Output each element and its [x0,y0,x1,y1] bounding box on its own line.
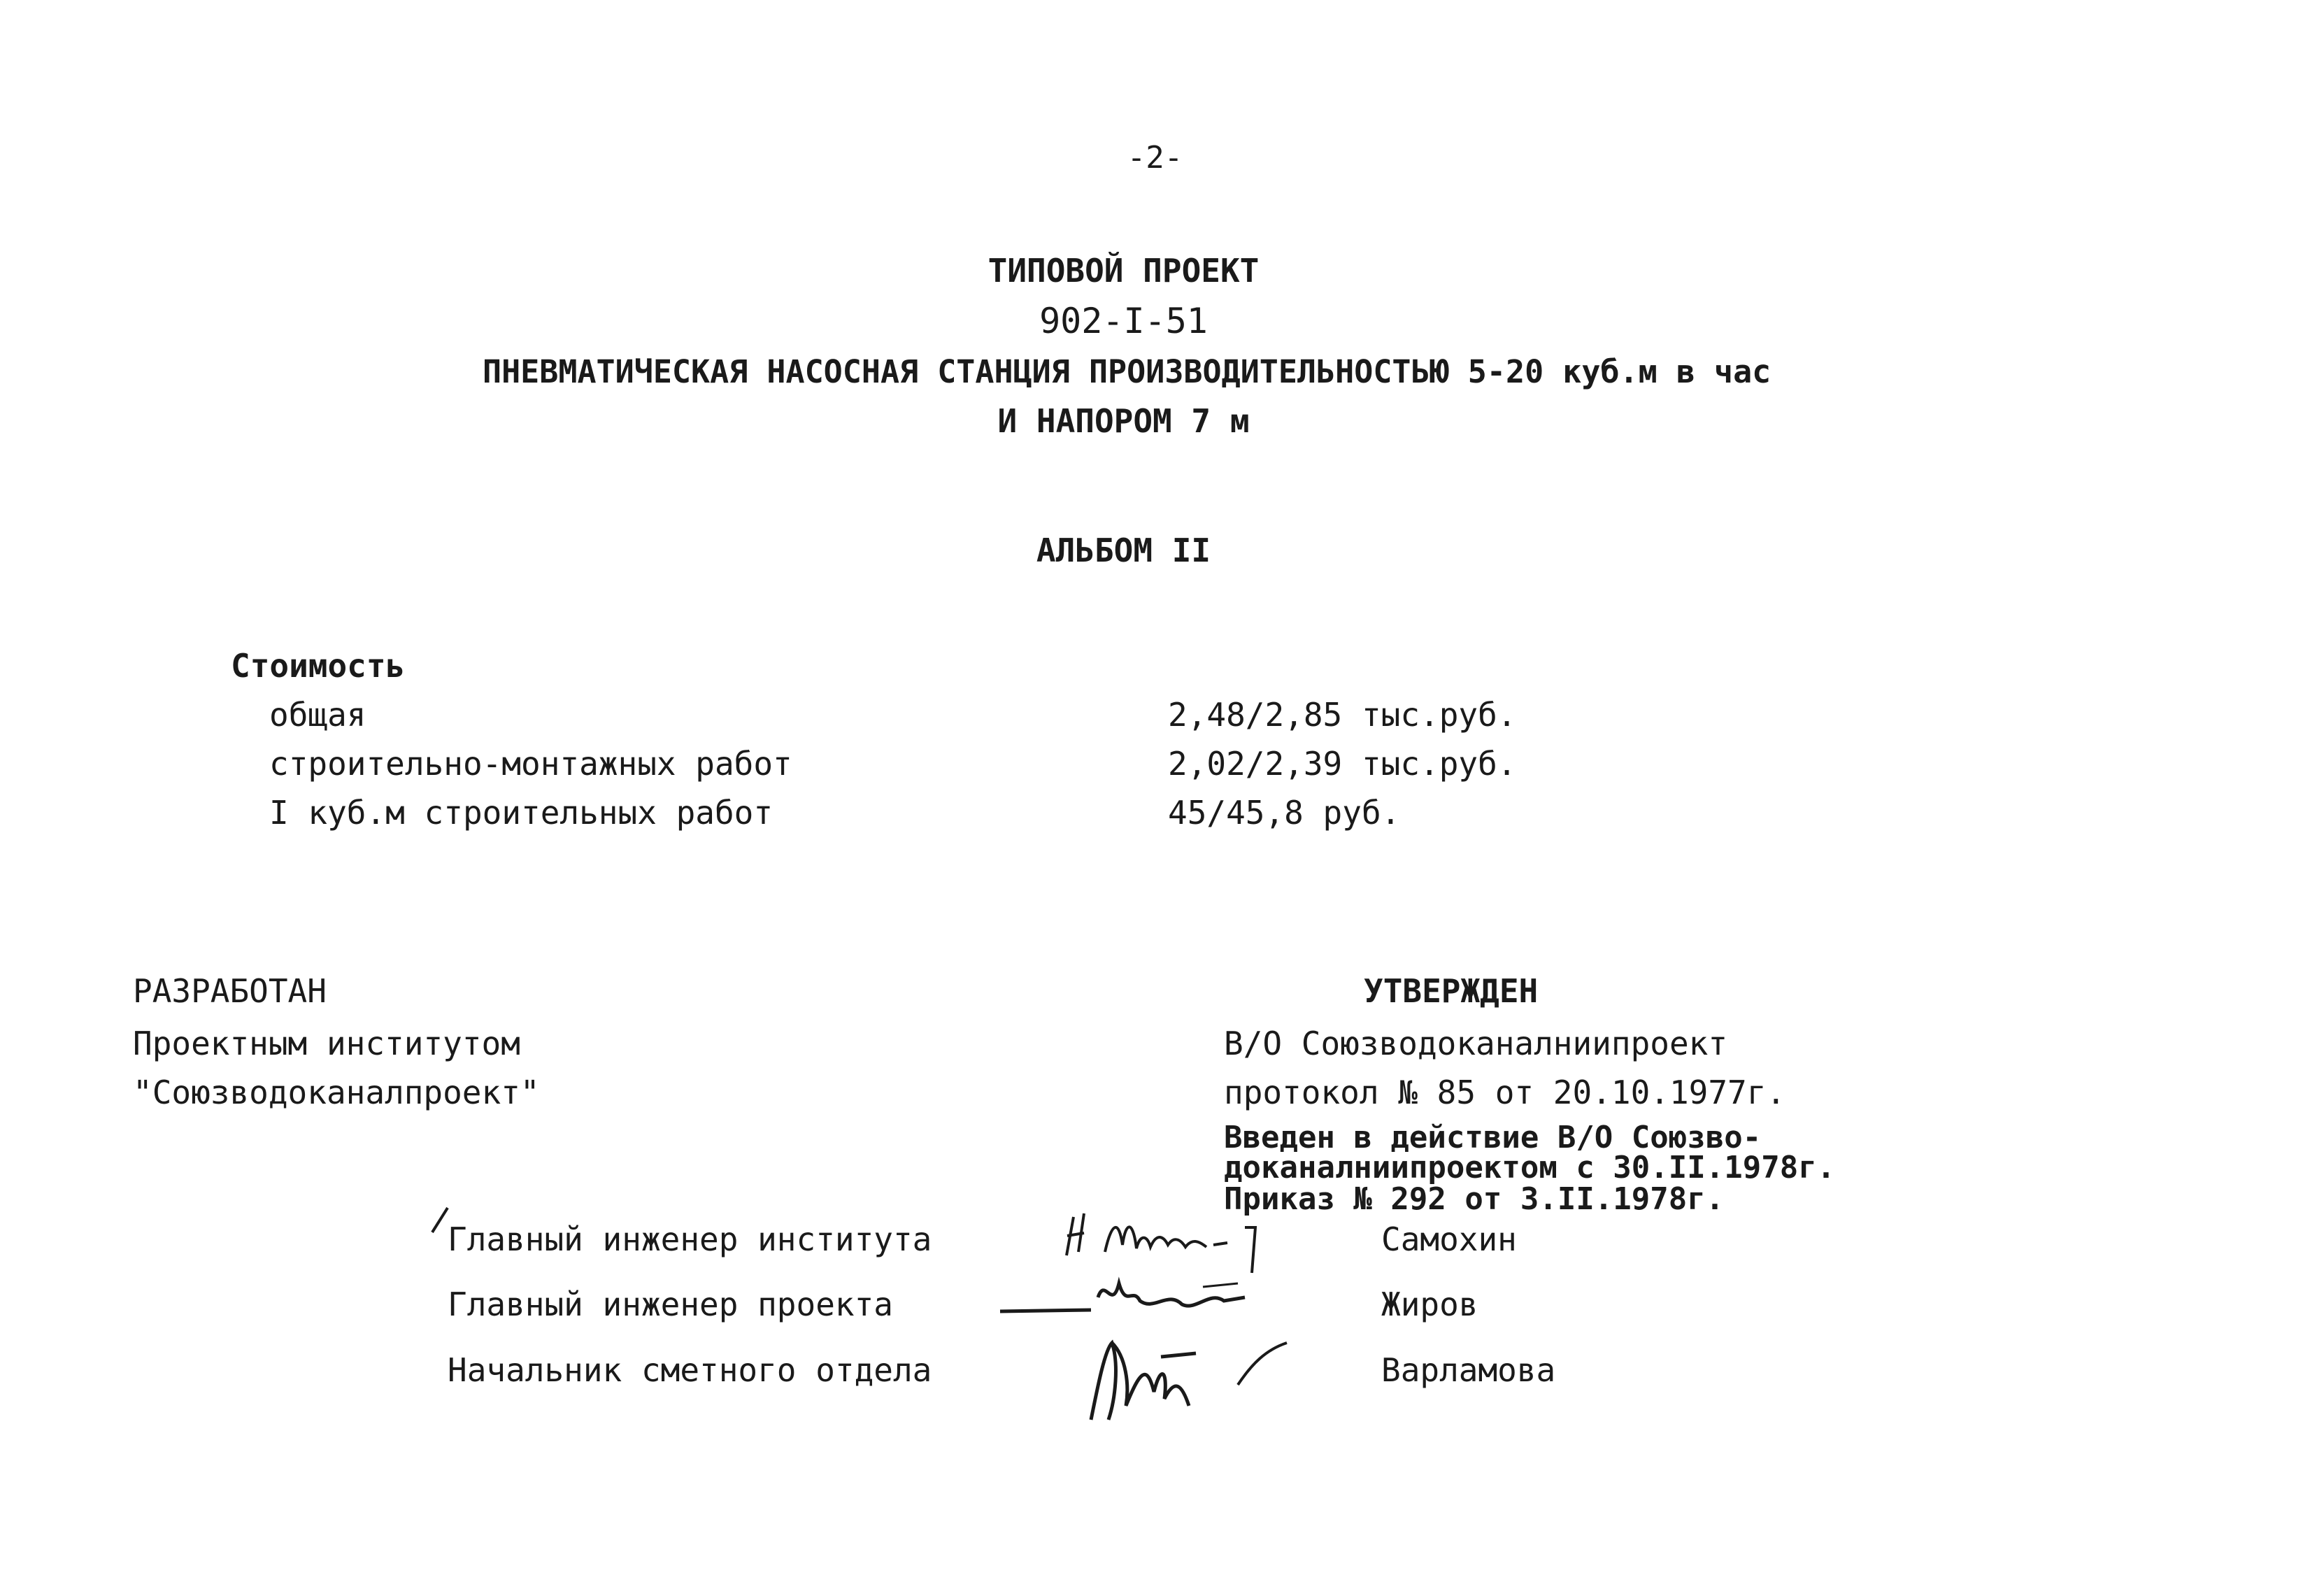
project-number: 902-I-51 [1039,301,1208,341]
signatory-name-3: Варламова [1381,1351,1556,1389]
cost-heading: Стоимость [231,647,406,685]
cost-value-per-m3: 45/45,8 руб. [1168,794,1401,832]
cost-label-total: общая [269,696,366,734]
approved-line1: В/О Союзводоканалниипроект [1224,1025,1728,1062]
cost-label-construction: строительно-монтажных работ [269,745,792,783]
approved-line2: протокол № 85 от 20.10.1977г. [1224,1074,1786,1111]
stamp-line1: Введен в действие В/О Союзво- [1224,1120,1762,1155]
stamp-line3: Приказ № 292 от 3.II.1978г. [1224,1181,1725,1217]
cost-label-per-m3: I куб.м строительных работ [269,794,773,832]
tick-mark [427,1204,455,1239]
cost-value-total: 2,48/2,85 тыс.руб. [1168,696,1517,734]
signatory-role-1: Главный инженер института [448,1220,932,1258]
signatory-name-1: Самохин [1381,1220,1517,1258]
project-title: ПНЕВМАТИЧЕСКАЯ НАСОСНАЯ СТАНЦИЯ ПРОИЗВОДИТЕЛЬНОСТЬЮ 5-20 куб.м в час [483,353,1771,390]
developed-line1: Проектным институтом [133,1025,520,1062]
signatory-name-2: Жиров [1381,1285,1478,1323]
project-title-cont: И НАПОРОМ 7 м [997,402,1250,440]
cost-value-construction: 2,02/2,39 тыс.руб. [1168,745,1517,783]
signature-3 [1077,1322,1315,1427]
page-number: -2- [1127,140,1183,176]
signatory-role-2: Главный инженер проекта [448,1285,893,1323]
developed-line2: "Союзводоканалпроект" [133,1074,540,1111]
stamp-line2: доканалниипроектом с 30.II.1978г. [1224,1150,1836,1185]
signature-2 [993,1269,1259,1325]
signatory-role-3: Начальник сметного отдела [448,1351,932,1389]
doc-type-title: ТИПОВОЙ ПРОЕКТ [988,252,1260,290]
developed-heading: РАЗРАБОТАН [133,972,327,1010]
approved-heading: УТВЕРЖДЕН [1364,972,1539,1010]
album-label: АЛЬБОМ II [1036,532,1211,569]
